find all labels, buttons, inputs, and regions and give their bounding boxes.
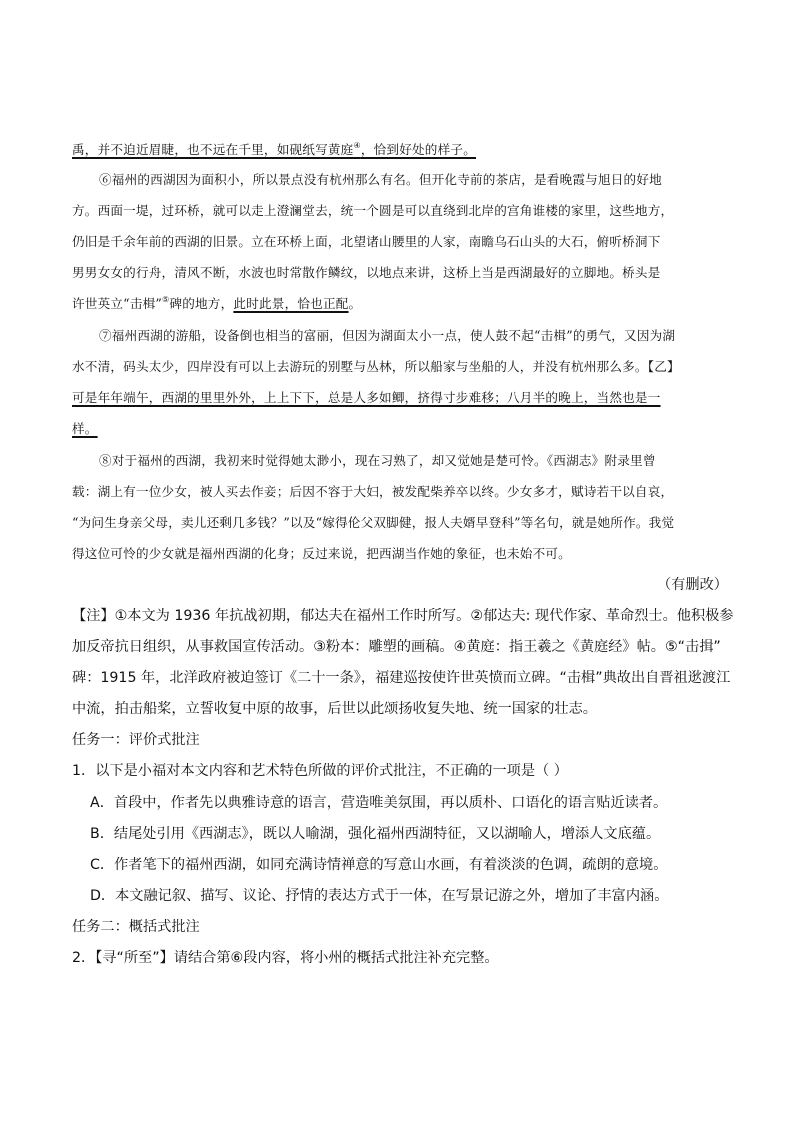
paragraph-7-line-2: 水不清，码头太少，四岸没有可以上去游玩的别墅与丛林，所以船家与坐船的人，并没有杭州那么多。【乙】: [72, 359, 680, 374]
option-b[interactable]: B．结尾处引用《西湖志》，既以人喻湖，强化福州西湖特征，又以湖喻人，增添人文底蕴。: [90, 826, 661, 842]
footnote-marker: ⑤: [162, 295, 170, 304]
paragraph-8-line-1: ⑧对于福州的西湖，我初来时觉得她太渺小，现在习熟了，却又觉她是楚可怜。《西湖志》附录里曾: [99, 453, 656, 468]
paragraph-7-line-4: 样。: [72, 421, 98, 436]
paragraph-8-line-4: 得这位可怜的少女就是福州西湖的化身；反过来说，把西湖当作她的象征，也未始不可。: [72, 546, 571, 561]
source-note: （有删改）: [657, 577, 728, 593]
paragraph-7-line-3: 可是年年端午，西湖的里里外外，上上下下，总是人多如鲫，挤得寸步难移；八月半的晚上，当然也是一: [72, 390, 661, 405]
question-2: 2．【寻“所至”】请结合第⑥段内容，将小州的概括式批注补充完整。: [72, 950, 499, 966]
question-1: 1．以下是小福对本文内容和艺术特色所做的评价式批注，不正确的一项是（ ）: [72, 763, 568, 779]
text-segment: 禹，并不迫近眉睫，也不远在千里，如砚纸写黄庭: [72, 142, 354, 157]
task-1-heading: 任务一：评价式批注: [72, 732, 200, 748]
text-segment: 。: [348, 296, 362, 311]
notes-line-1: 【注】①本文为 1936 年抗战初期，郁达夫在福州工作时所写。②郁达夫: 现代作家、革命烈士。他积极参: [72, 608, 734, 624]
notes-line-4: 中流，拍击船桨，立誓收复中原的故事，后世以此颂扬收复失地、统一国家的壮志。: [72, 701, 597, 717]
underlined-phrase: 此时此景，恰也正配: [233, 296, 349, 311]
paragraph-5-tail: [72, 141, 476, 157]
option-a[interactable]: A．首段中，作者先以典雅诗意的语言，营造唯美氛围，再以质朴、口语化的语言贴近读者。: [90, 795, 668, 811]
notes-line-3: 碑：1915 年，北洋政府被迫签订《二十一条》，福建巡按使许世英愤而立碑。“击楫”典故出自晋祖逖渡江: [72, 670, 731, 686]
paragraph-7-line-1: ⑦福州西湖的游船，设备倒也相当的富丽，但因为湖面太小一点，使人鼓不起“击楫”的勇气，又因为湖: [99, 328, 676, 343]
footnote-marker: ④: [353, 141, 361, 150]
paragraph-6-line-1: ⑥福州的西湖因为面积小，所以景点没有杭州那么有名。但开化寺前的茶店，是看晚霞与旭日的好地: [99, 172, 662, 187]
paragraph-6-line-4: 男男女女的行舟，清风不断，水波也时常散作鳞纹，以地点来讲，这桥上当是西湖最好的立脚地。桥头是: [72, 265, 661, 280]
text-segment: 碑的地方，: [169, 296, 234, 311]
text-segment: ，恰到好处的样子。: [360, 142, 476, 157]
notes-line-2: 加反帝抗日组织，从事救国宣传活动。③粉本：雕塑的画稿。④黄庭：指王羲之《黄庭经》帖。⑤“击揖”: [72, 639, 721, 655]
option-d[interactable]: D．本文融记叙、描写、议论、抒情的表达方式于一体，在写景记游之外，增加了丰富内涵。: [90, 888, 669, 904]
paragraph-8-line-3: “为问生身亲父母，卖儿还剩几多钱？”以及“嫁得伦父双脚健，报人夫婿早登科”等名句，就是她所作。我觉: [72, 515, 675, 530]
paragraph-6-line-3: 仍旧是千余年前的西湖的旧景。立在环桥上面，北望诸山腰里的人家，南瞻乌石山头的大石，俯听桥洞下: [72, 234, 661, 249]
text-segment: 许世英立“击楫”: [72, 296, 163, 311]
paragraph-6-line-5: [72, 295, 362, 311]
option-c[interactable]: C．作者笔下的福州西湖，如同充满诗情禅意的写意山水画，有着淡淡的色调，疏朗的意境。: [90, 857, 668, 873]
paragraph-6-line-2: 方。西面一堤，过环桥，就可以走上澄澜堂去，统一个圆是可以直绕到北岸的宫角谁楼的家里，这些地方，: [72, 203, 674, 218]
paragraph-8-line-2: 载：湖上有一位少女，被人买去作妾；后因不容于大妇，被发配柴养卒以终。少女多才，赋诗若干以自哀，: [72, 484, 674, 499]
task-2-heading: 任务二：概括式批注: [72, 919, 200, 935]
